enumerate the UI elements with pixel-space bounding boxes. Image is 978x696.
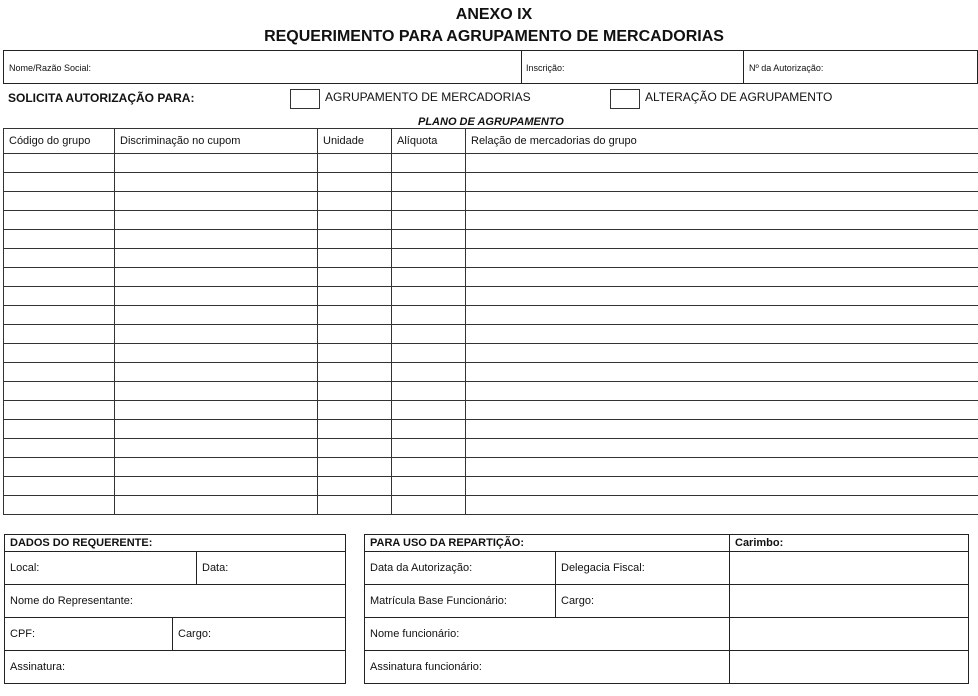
office-section-title: PARA USO DA REPARTIÇÃO: [365,535,730,552]
office-use-section [364,534,969,684]
table-cell[interactable] [318,496,392,515]
table-cell[interactable] [466,420,978,439]
table-cell[interactable] [318,458,392,477]
table-cell[interactable] [392,458,466,477]
table-cell[interactable] [392,268,466,287]
table-row [4,401,978,420]
table-row [4,230,978,249]
table-cell[interactable] [4,268,115,287]
table-cell[interactable] [115,477,318,496]
table-cell[interactable] [115,154,318,173]
table-cell[interactable] [466,496,978,515]
date-field[interactable]: Data: [197,552,346,585]
change-grouping-checkbox[interactable] [610,89,640,109]
table-cell[interactable] [4,325,115,344]
table-row [4,287,978,306]
applicant-role-field[interactable]: Cargo: [173,618,346,651]
table-cell[interactable] [466,192,978,211]
change-grouping-option-label: ALTERAÇÃO DE AGRUPAMENTO [645,90,833,104]
table-cell[interactable] [318,211,392,230]
stamp-label: Carimbo: [730,535,969,552]
employee-role-field[interactable]: Cargo: [556,585,730,618]
table-row [4,344,978,363]
table-cell[interactable] [318,344,392,363]
table-cell[interactable] [392,363,466,382]
table-cell[interactable] [115,382,318,401]
cpf-field[interactable]: CPF: [5,618,173,651]
table-cell[interactable] [115,249,318,268]
applicant-section-title: DADOS DO REQUERENTE: [5,535,346,552]
stamp-area-2 [730,585,969,618]
applicant-data-section [4,534,346,684]
stamp-area-4 [730,651,969,684]
table-row [4,249,978,268]
grouping-checkbox[interactable] [290,89,320,109]
table-cell[interactable] [392,154,466,173]
stamp-area-3 [730,618,969,651]
annex-title: ANEXO IX [455,6,533,23]
employee-registration-field[interactable]: Matrícula Base Funcionário: [365,585,556,618]
table-cell[interactable] [392,249,466,268]
table-cell[interactable] [392,230,466,249]
table-cell[interactable] [115,458,318,477]
table-row [4,173,978,192]
table-row [4,192,978,211]
table-header-row [4,129,978,154]
column-header-group-code: Código do grupo [4,129,115,154]
table-cell[interactable] [115,420,318,439]
request-label: SOLICITA AUTORIZAÇÃO PARA: [8,91,195,105]
table-cell[interactable] [318,249,392,268]
table-row [4,268,978,287]
table-row [4,306,978,325]
table-cell[interactable] [4,477,115,496]
table-cell[interactable] [4,382,115,401]
table-cell[interactable] [466,363,978,382]
table-cell[interactable] [392,477,466,496]
table-cell[interactable] [466,306,978,325]
table-row [4,477,978,496]
applicant-signature-field[interactable]: Assinatura: [5,651,346,684]
table-cell[interactable] [392,420,466,439]
table-cell[interactable] [115,268,318,287]
table-row [4,439,978,458]
table-cell[interactable] [4,496,115,515]
table-cell[interactable] [318,477,392,496]
table-cell[interactable] [466,439,978,458]
table-cell[interactable] [4,192,115,211]
column-header-rate: Alíquota [392,129,466,154]
table-cell[interactable] [115,363,318,382]
table-cell[interactable] [318,173,392,192]
plan-title: PLANO DE AGRUPAMENTO [418,116,564,128]
registration-field[interactable]: Inscrição: [526,63,565,73]
table-cell[interactable] [4,344,115,363]
table-cell[interactable] [466,344,978,363]
table-cell[interactable] [318,363,392,382]
table-cell[interactable] [115,230,318,249]
table-cell[interactable] [466,401,978,420]
table-row [4,325,978,344]
table-cell[interactable] [318,439,392,458]
table-cell[interactable] [4,211,115,230]
table-cell[interactable] [392,496,466,515]
table-cell[interactable] [466,230,978,249]
table-cell[interactable] [392,325,466,344]
table-cell[interactable] [115,496,318,515]
table-cell[interactable] [4,420,115,439]
form-title: REQUERIMENTO PARA AGRUPAMENTO DE MERCADORIAS [264,28,724,45]
column-header-unit: Unidade [318,129,392,154]
table-cell[interactable] [4,154,115,173]
table-cell[interactable] [392,211,466,230]
table-cell[interactable] [318,382,392,401]
table-row [4,420,978,439]
employee-signature-field[interactable]: Assinatura funcionário: [365,651,730,684]
table-cell[interactable] [4,230,115,249]
table-row [4,382,978,401]
table-cell[interactable] [466,477,978,496]
table-cell[interactable] [318,154,392,173]
table-cell[interactable] [4,173,115,192]
stamp-area-1 [730,552,969,585]
table-cell[interactable] [392,401,466,420]
column-header-goods-list: Relação de mercadorias do grupo [466,129,978,154]
table-cell[interactable] [318,230,392,249]
table-cell[interactable] [115,173,318,192]
table-cell[interactable] [392,192,466,211]
authorization-number-field[interactable]: Nº da Autorização: [749,63,824,73]
table-cell[interactable] [115,401,318,420]
table-cell[interactable] [466,268,978,287]
table-cell[interactable] [318,287,392,306]
table-cell[interactable] [392,382,466,401]
identification-row [3,50,978,84]
company-name-field[interactable]: Nome/Razão Social: [9,63,92,73]
table-cell[interactable] [115,325,318,344]
local-field[interactable]: Local: [5,552,197,585]
table-row [4,154,978,173]
table-cell[interactable] [392,344,466,363]
table-cell[interactable] [4,287,115,306]
table-cell[interactable] [392,439,466,458]
grouping-option-label: AGRUPAMENTO DE MERCADORIAS [325,90,531,104]
table-cell[interactable] [466,211,978,230]
table-cell[interactable] [466,249,978,268]
representative-name-field[interactable]: Nome do Representante: [5,585,346,618]
table-cell[interactable] [115,287,318,306]
tax-office-field[interactable]: Delegacia Fiscal: [556,552,730,585]
table-cell[interactable] [4,363,115,382]
employee-name-field[interactable]: Nome funcionário: [365,618,730,651]
grouping-plan-table [3,128,978,515]
table-cell[interactable] [318,325,392,344]
table-cell[interactable] [392,306,466,325]
table-cell[interactable] [318,306,392,325]
table-cell[interactable] [4,458,115,477]
table-cell[interactable] [466,458,978,477]
table-cell[interactable] [318,420,392,439]
table-cell[interactable] [115,306,318,325]
table-cell[interactable] [392,287,466,306]
table-cell[interactable] [466,382,978,401]
table-cell[interactable] [318,268,392,287]
table-cell[interactable] [115,439,318,458]
table-row [4,458,978,477]
table-cell[interactable] [4,306,115,325]
table-cell[interactable] [115,211,318,230]
authorization-date-field[interactable]: Data da Autorização: [365,552,556,585]
table-cell[interactable] [4,249,115,268]
table-row [4,496,978,515]
table-cell[interactable] [4,401,115,420]
table-cell[interactable] [466,287,978,306]
table-cell[interactable] [466,325,978,344]
table-cell[interactable] [318,192,392,211]
table-row [4,211,978,230]
table-row [4,363,978,382]
table-cell[interactable] [392,173,466,192]
column-header-description: Discriminação no cupom [115,129,318,154]
table-cell[interactable] [115,344,318,363]
table-cell[interactable] [466,154,978,173]
table-cell[interactable] [466,173,978,192]
table-cell[interactable] [4,439,115,458]
table-cell[interactable] [318,401,392,420]
table-cell[interactable] [115,192,318,211]
